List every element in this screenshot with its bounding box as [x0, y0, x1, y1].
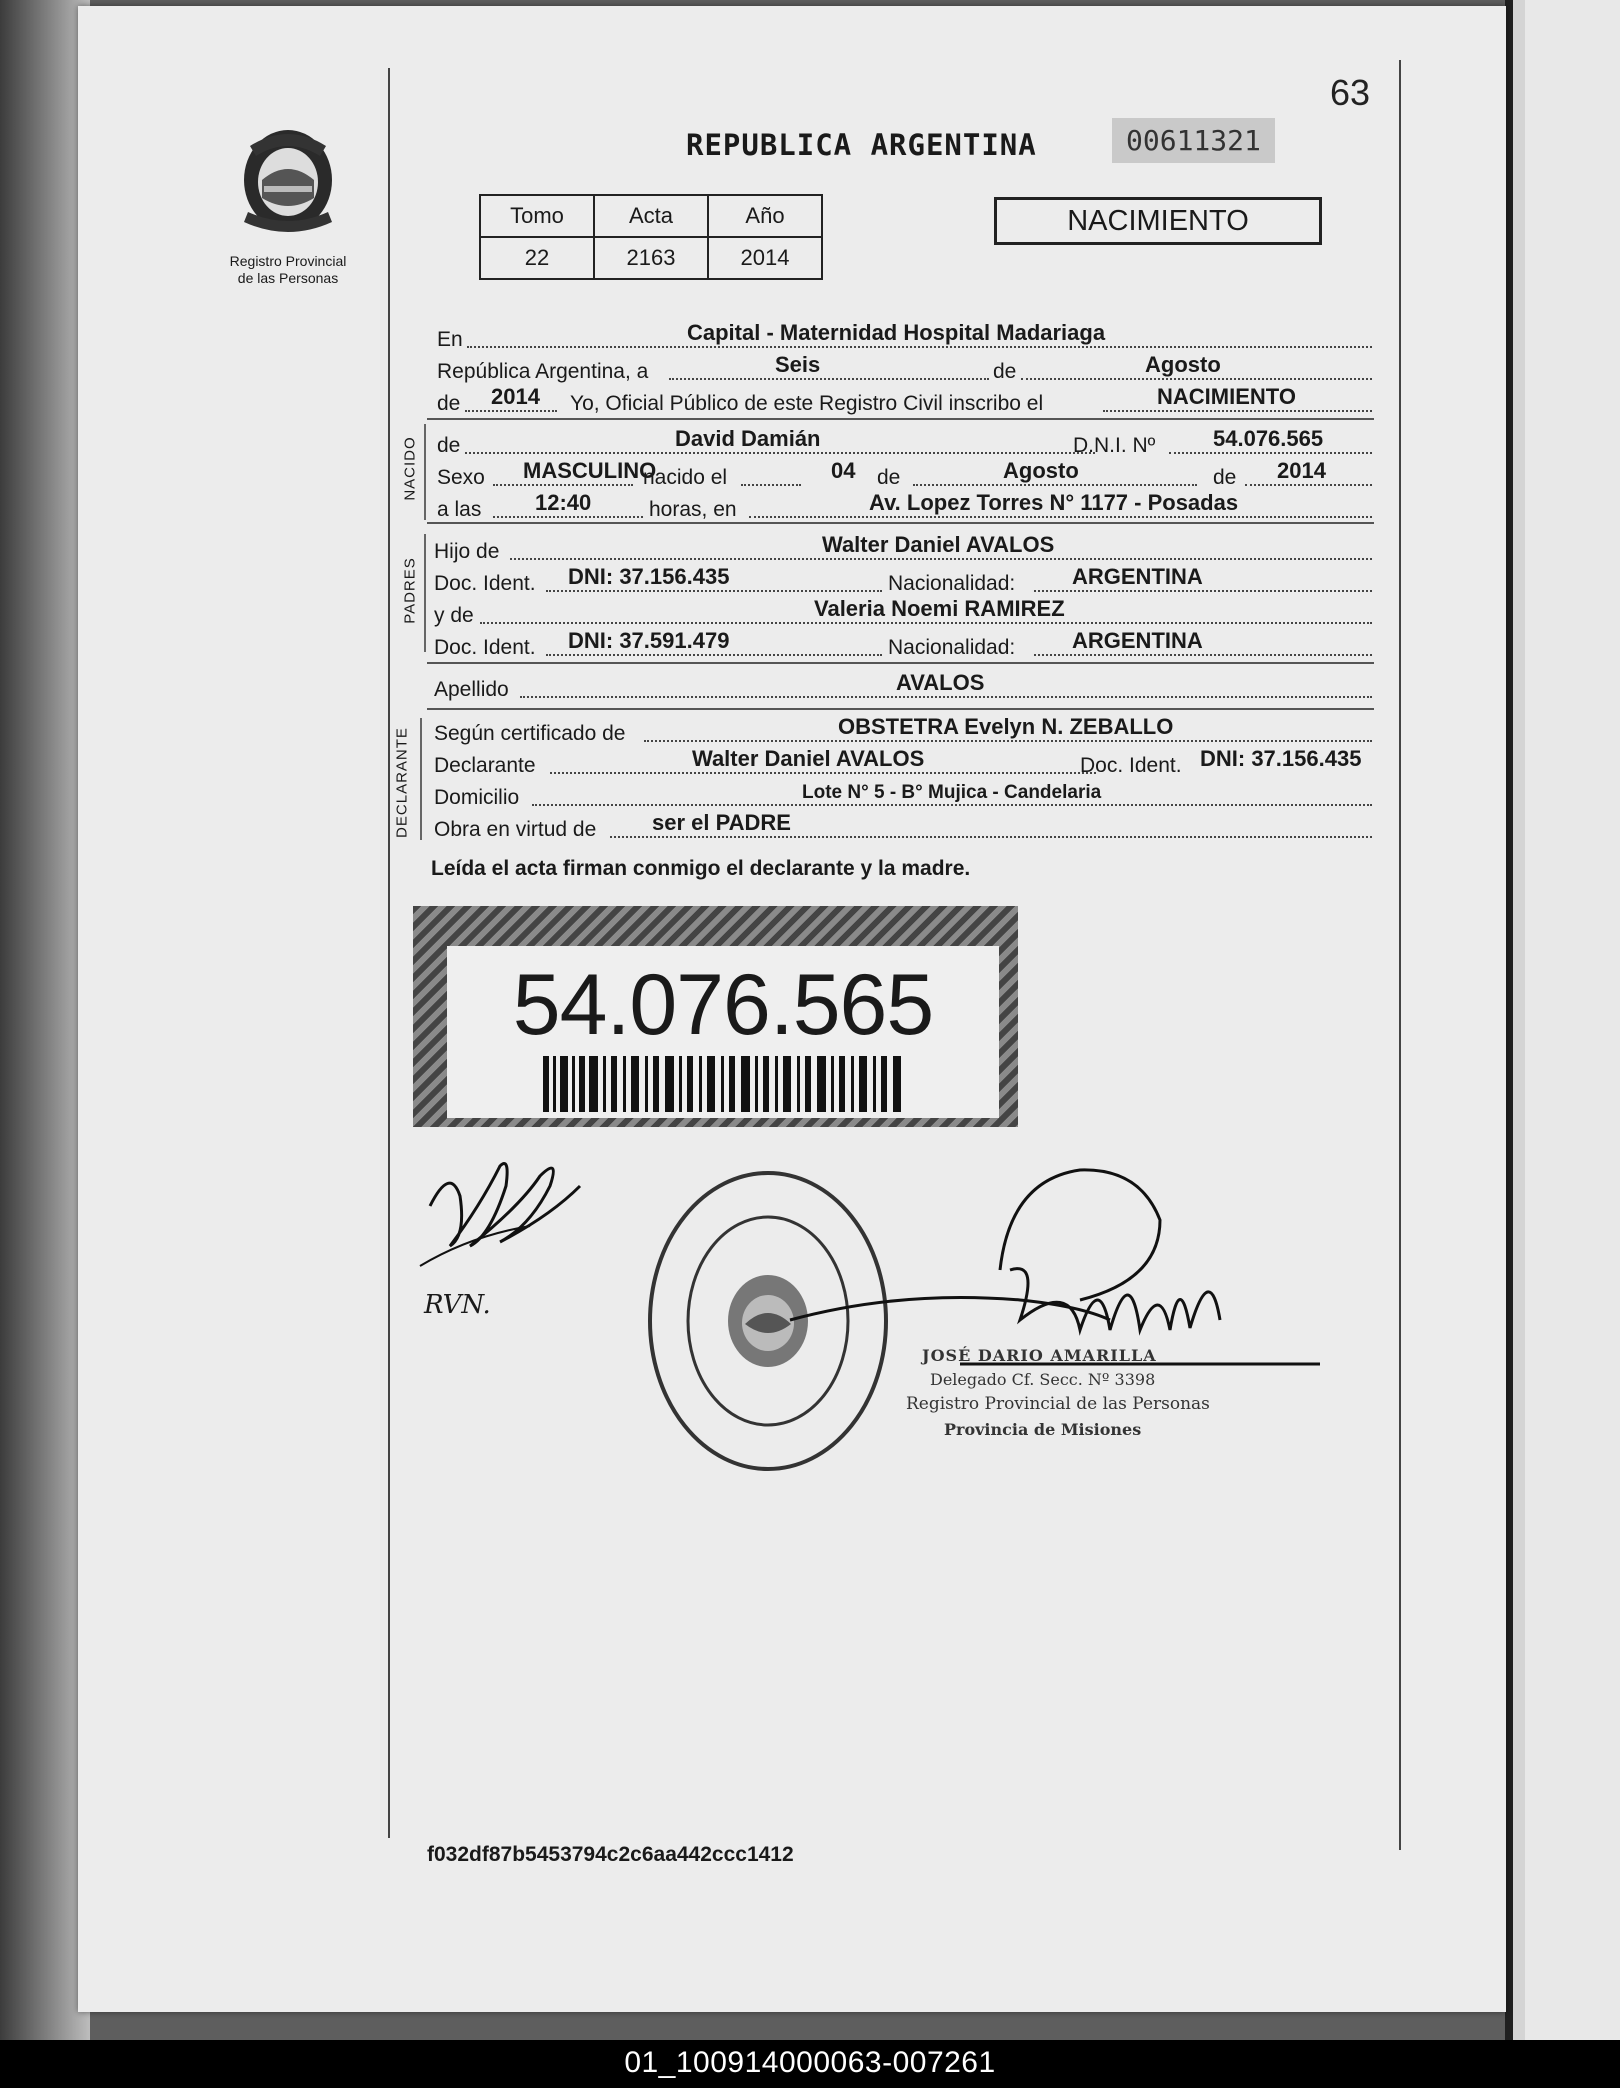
dotted-line — [546, 590, 882, 592]
dotted-line — [520, 696, 1372, 698]
label-doc-ident: Doc. Ident. — [434, 636, 536, 659]
dotted-line — [1021, 378, 1372, 380]
value-child-dni: 54.076.565 — [1213, 426, 1324, 451]
dotted-line — [480, 622, 1372, 624]
value-father-doc: DNI: 37.156.435 — [568, 564, 730, 589]
line-hora-lugar — [437, 492, 1372, 522]
registry-header-tomo: Tomo — [480, 195, 594, 237]
dotted-line — [465, 410, 557, 412]
dotted-line — [1034, 654, 1372, 656]
scanner-background-right — [1505, 0, 1620, 2040]
dotted-line — [1245, 484, 1372, 486]
dotted-line — [493, 516, 643, 518]
dotted-line — [1169, 452, 1372, 454]
declarant-signature — [410, 1146, 590, 1276]
value-birth-day: 04 — [831, 458, 856, 483]
value-relationship: ser el PADRE — [652, 810, 791, 835]
barcode-number: 54.076.565 — [512, 957, 934, 1053]
label-en: En — [437, 328, 463, 351]
value-mother-nationality: ARGENTINA — [1072, 628, 1203, 653]
page-number: 63 — [1330, 72, 1371, 113]
margin-rule-right — [1399, 60, 1401, 1850]
registry-value-ano: 2014 — [708, 237, 822, 279]
document-title: REPUBLICA ARGENTINA — [686, 128, 1037, 162]
label-de: de — [437, 392, 461, 415]
barcode-icon — [543, 1056, 903, 1112]
dotted-line — [493, 484, 633, 486]
label-segun-certificado: Según certificado de — [434, 722, 626, 745]
label-doc-ident: Doc. Ident. — [1080, 754, 1182, 777]
registry-header-acta: Acta — [594, 195, 708, 237]
line-mother-doc — [434, 630, 1372, 660]
value-place: Capital - Maternidad Hospital Madariaga — [687, 320, 1106, 345]
section-label-declarante: DECLARANTE — [393, 727, 411, 838]
dotted-line — [1103, 410, 1372, 412]
serial-number: 00611321 — [1112, 118, 1275, 163]
value-child-name: David Damián — [675, 426, 821, 451]
line-father-doc — [434, 566, 1372, 596]
dotted-line — [749, 516, 1372, 518]
official-title: Delegado Cf. Secc. Nº 3398 — [930, 1370, 1156, 1389]
section-bar — [420, 718, 422, 840]
section-divider — [427, 522, 1374, 524]
official-name: JOSÉ DARIO AMARILLA — [922, 1346, 1157, 1365]
record-type-box: NACIMIENTO — [994, 197, 1322, 245]
scan-footer-id: 01_100914000063-007261 — [0, 2040, 1620, 2088]
label-dni: D.N.I. Nº — [1073, 434, 1156, 457]
value-time: 12:40 — [535, 490, 592, 515]
dotted-line — [610, 836, 1372, 838]
label-y-de: y de — [434, 604, 474, 627]
registry-header-ano: Año — [708, 195, 822, 237]
crest-caption-line-2: de las Personas — [237, 270, 339, 286]
value-apellido: AVALOS — [896, 670, 985, 695]
label-hijo-de: Hijo de — [434, 540, 500, 563]
value-sexo: MASCULINO — [523, 458, 657, 483]
value-act-type: NACIMIENTO — [1157, 384, 1296, 409]
dotted-line — [465, 452, 1095, 454]
label-nacionalidad: Nacionalidad: — [888, 572, 1016, 595]
value-month: Agosto — [1145, 352, 1221, 377]
label-republica: República Argentina, a — [437, 360, 649, 383]
section-bar — [424, 534, 426, 652]
label-nacionalidad: Nacionalidad: — [888, 636, 1016, 659]
value-declarant-doc: DNI: 37.156.435 — [1200, 746, 1362, 771]
line-en — [437, 322, 1372, 352]
value-certificate-issuer: OBSTETRA Evelyn N. ZEBALLO — [838, 714, 1174, 739]
value-birth-address: Av. Lopez Torres N° 1177 - Posadas — [869, 490, 1239, 515]
official-registry: Registro Provincial de las Personas — [906, 1394, 1210, 1414]
crest-caption — [228, 253, 348, 287]
dotted-line — [913, 484, 1197, 486]
barcode-panel — [447, 946, 999, 1118]
initials: RVN. — [424, 1290, 491, 1320]
section-bar — [424, 424, 426, 520]
dotted-line — [669, 378, 989, 380]
document-hash: f032df87b5453794c2c6aa442ccc1412 — [427, 1843, 794, 1866]
value-year: 2014 — [491, 384, 540, 409]
label-nacido-el: nacido el — [643, 466, 728, 489]
registry-value-acta: 2163 — [594, 237, 708, 279]
label-de: de — [437, 434, 461, 457]
line-obra-en-virtud — [434, 812, 1372, 842]
label-horas-en: horas, en — [649, 498, 737, 521]
registry-value-tomo: 22 — [480, 237, 594, 279]
dotted-line — [546, 654, 882, 656]
section-divider — [427, 708, 1374, 710]
section-label-nacido: NACIDO — [401, 436, 419, 501]
value-father-nationality: ARGENTINA — [1072, 564, 1203, 589]
margin-rule-left — [388, 68, 390, 1838]
value-day: Seis — [775, 352, 821, 377]
label-declarante: Declarante — [434, 754, 536, 777]
line-hijo-de — [434, 534, 1372, 564]
registry-table — [479, 194, 823, 280]
line-y-de — [434, 598, 1372, 628]
line-year-official — [437, 386, 1372, 416]
dni-barcode-sticker — [413, 906, 1018, 1127]
label-de: de — [877, 466, 901, 489]
value-birth-year: 2014 — [1277, 458, 1326, 483]
label-a-las: a las — [437, 498, 482, 521]
value-birth-month: Agosto — [1003, 458, 1079, 483]
label-obra-en-virtud: Obra en virtud de — [434, 818, 597, 841]
label-sexo: Sexo — [437, 466, 485, 489]
section-divider — [427, 662, 1374, 664]
crest-block — [228, 118, 348, 287]
scanner-background-left — [0, 0, 90, 2040]
provincia-misiones-crest-icon — [228, 118, 348, 248]
label-de: de — [993, 360, 1017, 383]
line-certificado — [434, 716, 1372, 746]
line-apellido — [434, 672, 1372, 702]
official-province: Provincia de Misiones — [944, 1420, 1142, 1439]
closing-statement: Leída el acta firman conmigo el declarante y la madre. — [431, 857, 971, 880]
dotted-line — [741, 484, 801, 486]
label-de: de — [1213, 466, 1237, 489]
value-declarant-address: Lote N° 5 - B° Mujica - Candelaria — [802, 782, 1102, 803]
section-divider — [427, 418, 1374, 420]
value-mother-doc: DNI: 37.591.479 — [568, 628, 730, 653]
dotted-line — [550, 772, 1096, 774]
dotted-line — [510, 558, 1372, 560]
dotted-line — [644, 740, 1372, 742]
label-apellido: Apellido — [434, 678, 509, 701]
dotted-line — [1034, 590, 1372, 592]
dotted-line — [532, 804, 1372, 806]
label-domicilio: Domicilio — [434, 786, 520, 809]
dotted-line — [467, 346, 1372, 348]
section-label-padres: PADRES — [401, 557, 419, 624]
value-mother-name: Valeria Noemi RAMIREZ — [814, 596, 1065, 621]
line-declarante — [434, 748, 1372, 778]
line-nacido-name — [437, 428, 1372, 458]
line-sexo — [437, 460, 1372, 490]
label-official-text: Yo, Oficial Público de este Registro Civil inscribo el — [570, 392, 1044, 415]
label-doc-ident: Doc. Ident. — [434, 572, 536, 595]
crest-caption-line-1: Registro Provincial — [229, 253, 347, 269]
line-domicilio — [434, 780, 1372, 810]
line-republica — [437, 354, 1372, 384]
value-declarant-name: Walter Daniel AVALOS — [692, 746, 925, 771]
value-father-name: Walter Daniel AVALOS — [822, 532, 1055, 557]
